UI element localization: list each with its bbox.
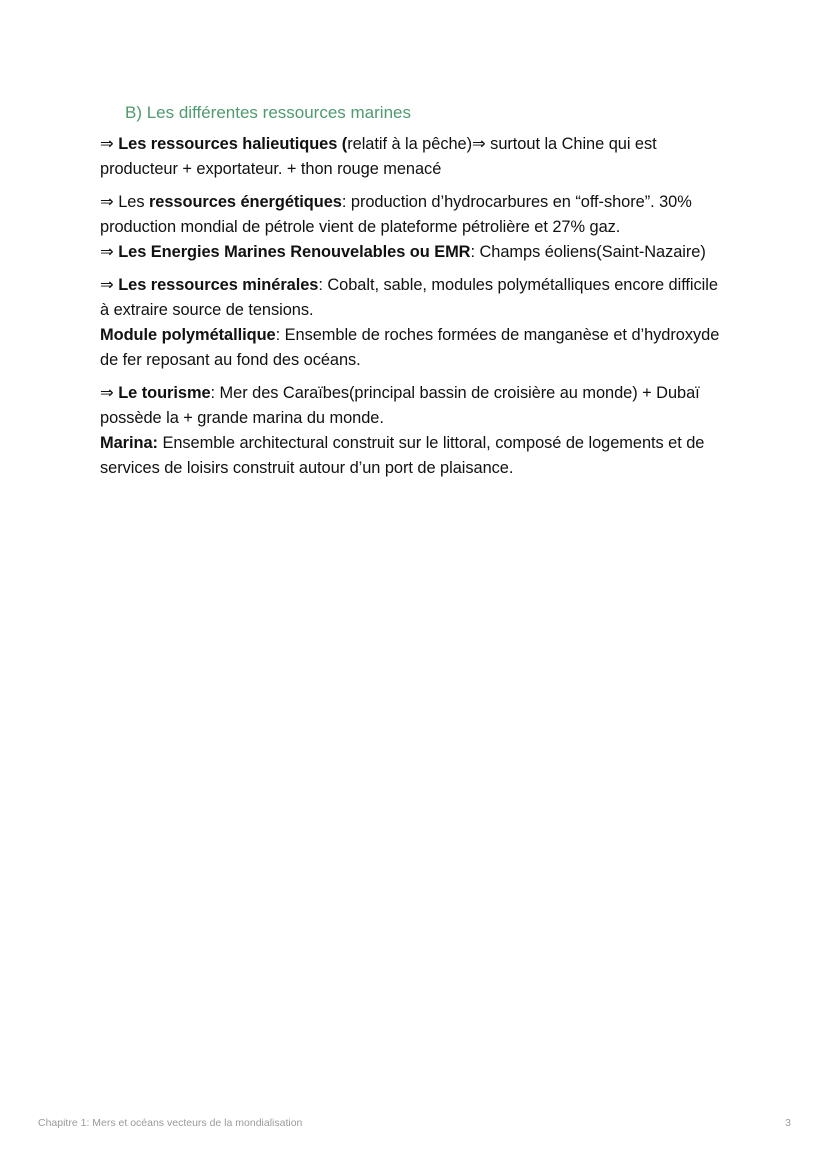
text-marina: Ensemble architectural construit sur le littoral, composé de logements et de services de loisirs construit autour d’un port de plaisance. — [100, 434, 705, 477]
definition-module-polymetallique — [100, 323, 730, 373]
text-module-polymetallique: : Ensemble de roches formées de manganèse et d’hydroxyde de fer reposant au fond des océans. — [100, 326, 720, 369]
paragraph-halieutiques — [100, 132, 730, 182]
arrow-icon: ⇒ — [100, 276, 119, 294]
text-tourisme: : Mer des Caraïbes(principal bassin de croisière au monde) + Dubaï possède la + grande marina du monde. — [100, 384, 700, 427]
text-minerales: : Cobalt, sable, modules polymétalliques encore difficile à extraire source de tensions. — [100, 276, 718, 319]
term-marina: Marina: — [100, 434, 158, 452]
text-prefix: Les — [118, 193, 149, 211]
paragraph-emr — [100, 240, 730, 265]
text-emr: : Champs éoliens(Saint-Nazaire) — [470, 243, 706, 261]
term-tourisme: Le tourisme — [118, 384, 211, 402]
footer-chapter-title: Chapitre 1: Mers et océans vecteurs de la mondialisation — [38, 1117, 303, 1129]
text-halieutiques: relatif à la pêche)⇒ surtout la Chine qui est producteur + exportateur. + thon rouge menacé — [100, 135, 657, 178]
arrow-icon: ⇒ — [100, 384, 119, 402]
arrow-icon: ⇒ — [100, 135, 119, 153]
term-energetiques: ressources énergétiques — [148, 193, 342, 211]
term-minerales: Les ressources minérales — [118, 276, 319, 294]
paragraph-minerales — [100, 273, 730, 323]
page-content — [100, 100, 730, 489]
definition-marina — [100, 431, 730, 481]
section-heading: B) Les différentes ressources marines — [125, 103, 411, 122]
term-module-polymetallique: Module polymétallique — [100, 326, 276, 344]
paragraph-energetiques — [100, 190, 730, 240]
paragraph-tourisme — [100, 381, 730, 431]
term-halieutiques: Les ressources halieutiques ( — [118, 135, 348, 153]
arrow-icon: ⇒ — [100, 243, 119, 261]
text-energetiques: : production d’hydrocarbures en “off-shore”. 30% production mondial de pétrole vient de plateforme pétrolière et 27% gaz. — [100, 193, 692, 236]
term-emr: Les Energies Marines Renouvelables ou EMR — [118, 243, 471, 261]
footer-page-number: 3 — [785, 1117, 791, 1129]
arrow-icon: ⇒ — [100, 193, 119, 211]
